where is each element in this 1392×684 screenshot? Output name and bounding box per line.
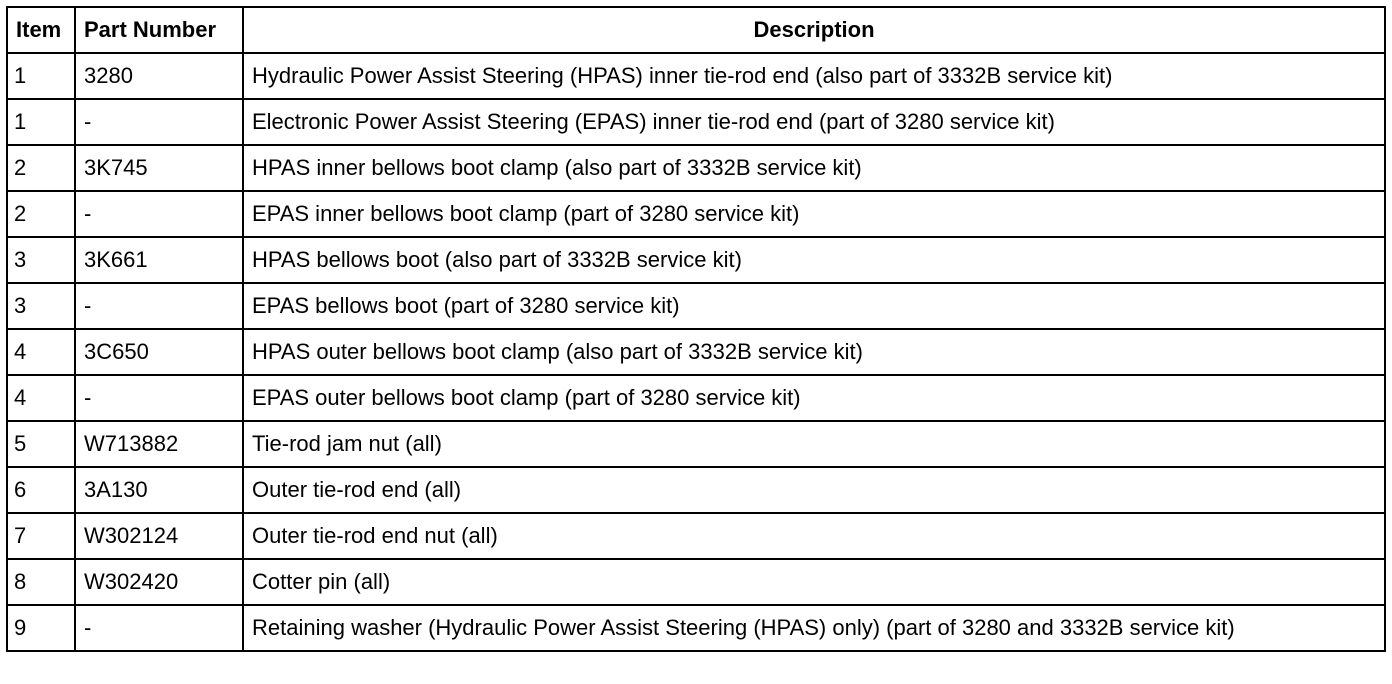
table-row: [7, 191, 1385, 237]
description-cell: Outer tie-rod end (all): [243, 467, 1385, 513]
part-number-cell: 3A130: [75, 467, 243, 513]
item-cell: 6: [7, 467, 75, 513]
table-row: [7, 237, 1385, 283]
table-row: [7, 375, 1385, 421]
item-cell: 3: [7, 237, 75, 283]
table-row: [7, 559, 1385, 605]
parts-table-container: [6, 6, 1384, 652]
part-number-cell: 3C650: [75, 329, 243, 375]
description-cell: Tie-rod jam nut (all): [243, 421, 1385, 467]
item-cell: 4: [7, 329, 75, 375]
description-cell: Retaining washer (Hydraulic Power Assist Steering (HPAS) only) (part of 3280 and 3332B service kit): [243, 605, 1385, 651]
table-row: [7, 145, 1385, 191]
part-number-cell: W302420: [75, 559, 243, 605]
part-number-cell: -: [75, 605, 243, 651]
description-cell: Electronic Power Assist Steering (EPAS) inner tie-rod end (part of 3280 service kit): [243, 99, 1385, 145]
item-cell: 9: [7, 605, 75, 651]
description-cell: EPAS inner bellows boot clamp (part of 3280 service kit): [243, 191, 1385, 237]
description-cell: EPAS outer bellows boot clamp (part of 3280 service kit): [243, 375, 1385, 421]
column-header-description: Description: [243, 7, 1385, 53]
description-cell: Cotter pin (all): [243, 559, 1385, 605]
part-number-cell: -: [75, 191, 243, 237]
table-row: [7, 283, 1385, 329]
part-number-cell: -: [75, 283, 243, 329]
description-cell: HPAS outer bellows boot clamp (also part of 3332B service kit): [243, 329, 1385, 375]
description-cell: Hydraulic Power Assist Steering (HPAS) inner tie-rod end (also part of 3332B service kit): [243, 53, 1385, 99]
description-cell: HPAS bellows boot (also part of 3332B service kit): [243, 237, 1385, 283]
item-cell: 2: [7, 191, 75, 237]
part-number-cell: W713882: [75, 421, 243, 467]
part-number-cell: 3K661: [75, 237, 243, 283]
description-cell: HPAS inner bellows boot clamp (also part of 3332B service kit): [243, 145, 1385, 191]
table-row: [7, 53, 1385, 99]
column-header-part-number: Part Number: [75, 7, 243, 53]
table-row: [7, 329, 1385, 375]
parts-table: [6, 6, 1386, 652]
table-row: [7, 513, 1385, 559]
part-number-cell: -: [75, 375, 243, 421]
item-cell: 3: [7, 283, 75, 329]
part-number-cell: -: [75, 99, 243, 145]
part-number-cell: W302124: [75, 513, 243, 559]
table-row: [7, 605, 1385, 651]
item-cell: 2: [7, 145, 75, 191]
description-cell: Outer tie-rod end nut (all): [243, 513, 1385, 559]
item-cell: 1: [7, 99, 75, 145]
item-cell: 4: [7, 375, 75, 421]
table-row: [7, 467, 1385, 513]
table-header-row: [7, 7, 1385, 53]
part-number-cell: 3K745: [75, 145, 243, 191]
column-header-item: Item: [7, 7, 75, 53]
part-number-cell: 3280: [75, 53, 243, 99]
table-row: [7, 421, 1385, 467]
item-cell: 5: [7, 421, 75, 467]
item-cell: 1: [7, 53, 75, 99]
description-cell: EPAS bellows boot (part of 3280 service kit): [243, 283, 1385, 329]
item-cell: 7: [7, 513, 75, 559]
item-cell: 8: [7, 559, 75, 605]
table-row: [7, 99, 1385, 145]
